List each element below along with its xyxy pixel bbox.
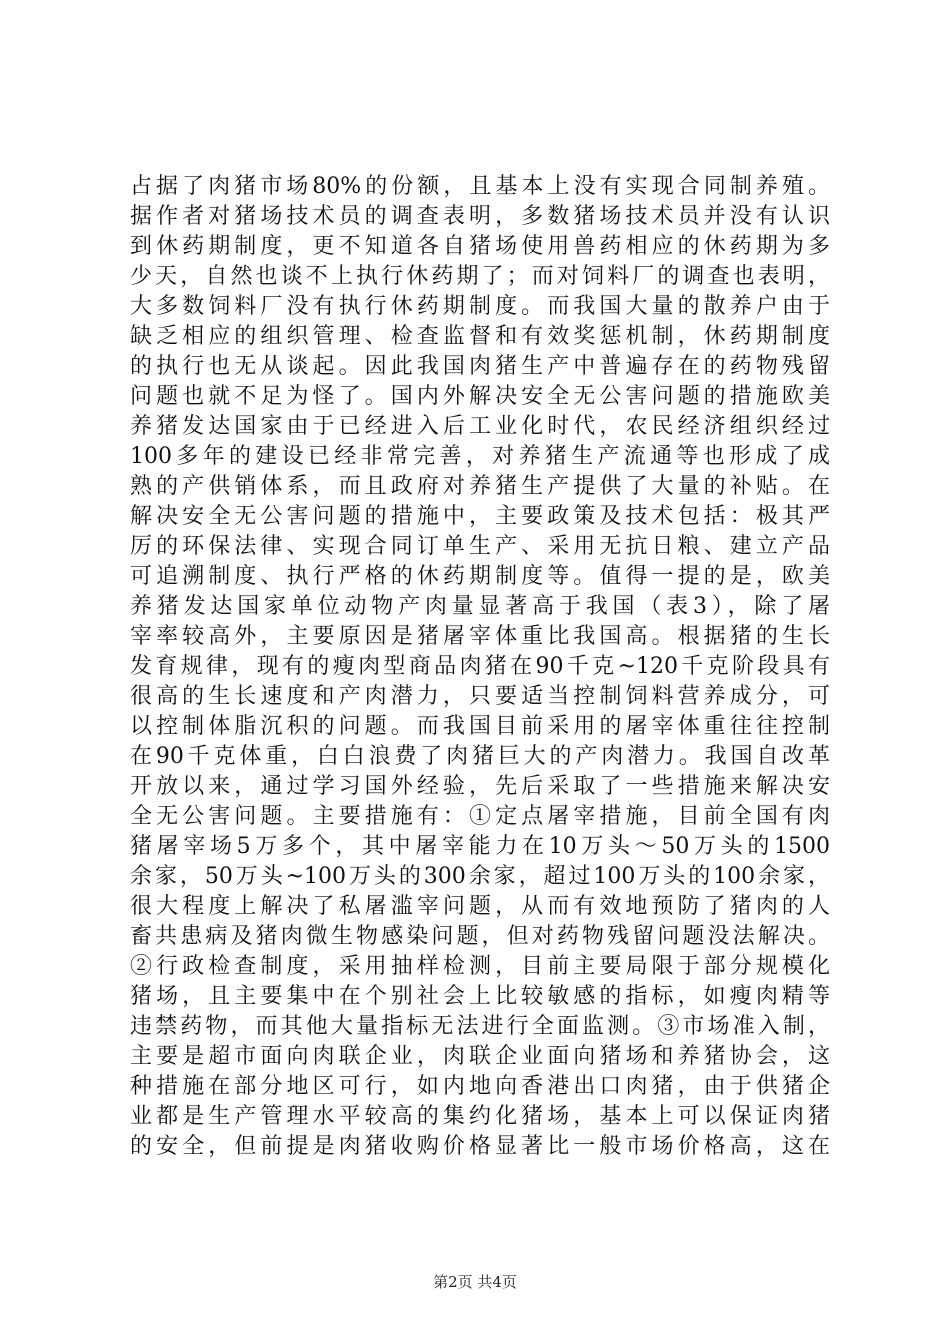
text-line: 很大程度上解决了私屠滥宰问题，从而有效地预防了猪肉的人 bbox=[130, 894, 830, 919]
text-line: 问题也就不足为怪了。国内外解决安全无公害问题的措施欧美 bbox=[130, 384, 830, 409]
text-line: 缺乏相应的组织管理、检查监督和有效奖惩机制，休药期制度 bbox=[130, 324, 830, 349]
text-line: 畜共患病及猪肉微生物感染问题，但对药物残留问题没法解决。 bbox=[130, 924, 830, 949]
text-line: 占据了肉猪市场80%的份额，且基本上没有实现合同制养殖。 bbox=[130, 174, 830, 199]
text-line: ②行政检查制度，采用抽样检测，目前主要局限于部分规模化 bbox=[130, 954, 830, 979]
text-line: 猪场，且主要集中在个别社会上比较敏感的指标，如瘦肉精等 bbox=[130, 984, 830, 1009]
text-line: 余家，50万头~100万头的300余家，超过100万头的100余家， bbox=[130, 864, 830, 889]
text-line: 熟的产供销体系，而且政府对养猪生产提供了大量的补贴。在 bbox=[130, 474, 830, 499]
text-line: 的执行也无从谈起。因此我国肉猪生产中普遍存在的药物残留 bbox=[130, 354, 830, 379]
text-line: 厉的环保法律、实现合同订单生产、采用无抗日粮、建立产品 bbox=[130, 534, 830, 559]
text-line: 养猪发达国家由于已经进入后工业化时代，农民经济组织经过 bbox=[130, 414, 830, 439]
text-line: 违禁药物，而其他大量指标无法进行全面监测。③市场准入制， bbox=[130, 1014, 830, 1039]
page-number-label: 第2页 共4页 bbox=[433, 1273, 517, 1291]
text-line: 养猪发达国家单位动物产肉量显著高于我国（表3），除了屠 bbox=[130, 594, 830, 619]
text-line: 全无公害问题。主要措施有：①定点屠宰措施，目前全国有肉 bbox=[130, 804, 830, 829]
text-line: 大多数饲料厂没有执行休药期制度。而我国大量的散养户由于 bbox=[130, 294, 830, 319]
text-line: 在90千克体重，白白浪费了肉猪巨大的产肉潜力。我国自改革 bbox=[130, 744, 830, 769]
text-line: 主要是超市面向肉联企业，肉联企业面向猪场和养猪协会，这 bbox=[130, 1044, 830, 1069]
text-line: 少天，自然也谈不上执行休药期了；而对饲料厂的调查也表明， bbox=[130, 264, 830, 289]
text-line: 种措施在部分地区可行，如内地向香港出口肉猪，由于供猪企 bbox=[130, 1074, 830, 1099]
text-line: 开放以来，通过学习国外经验，先后采取了一些措施来解决安 bbox=[130, 774, 830, 799]
text-line: 很高的生长速度和产肉潜力，只要适当控制饲料营养成分，可 bbox=[130, 684, 830, 709]
text-line: 据作者对猪场技术员的调查表明，多数猪场技术员并没有认识 bbox=[130, 204, 830, 229]
text-line: 100多年的建设已经非常完善，对养猪生产流通等也形成了成 bbox=[130, 444, 830, 469]
page-footer bbox=[0, 1272, 950, 1292]
body-text bbox=[130, 172, 830, 1162]
text-line: 猪屠宰场5万多个，其中屠宰能力在10万头～50万头的1500 bbox=[130, 834, 830, 859]
text-line: 解决安全无公害问题的措施中，主要政策及技术包括：极其严 bbox=[130, 504, 830, 529]
text-line: 到休药期制度，更不知道各自猪场使用兽药相应的休药期为多 bbox=[130, 234, 830, 259]
text-line: 可追溯制度、执行严格的休药期制度等。值得一提的是，欧美 bbox=[130, 564, 830, 589]
text-line: 宰率较高外，主要原因是猪屠宰体重比我国高。根据猪的生长 bbox=[130, 624, 830, 649]
text-line: 发育规律，现有的瘦肉型商品肉猪在90千克~120千克阶段具有 bbox=[130, 654, 830, 679]
text-line: 业都是生产管理水平较高的集约化猪场，基本上可以保证肉猪 bbox=[130, 1104, 830, 1129]
text-line: 的安全，但前提是肉猪收购价格显著比一般市场价格高，这在 bbox=[130, 1134, 830, 1159]
text-line: 以控制体脂沉积的问题。而我国目前采用的屠宰体重往往控制 bbox=[130, 714, 830, 739]
